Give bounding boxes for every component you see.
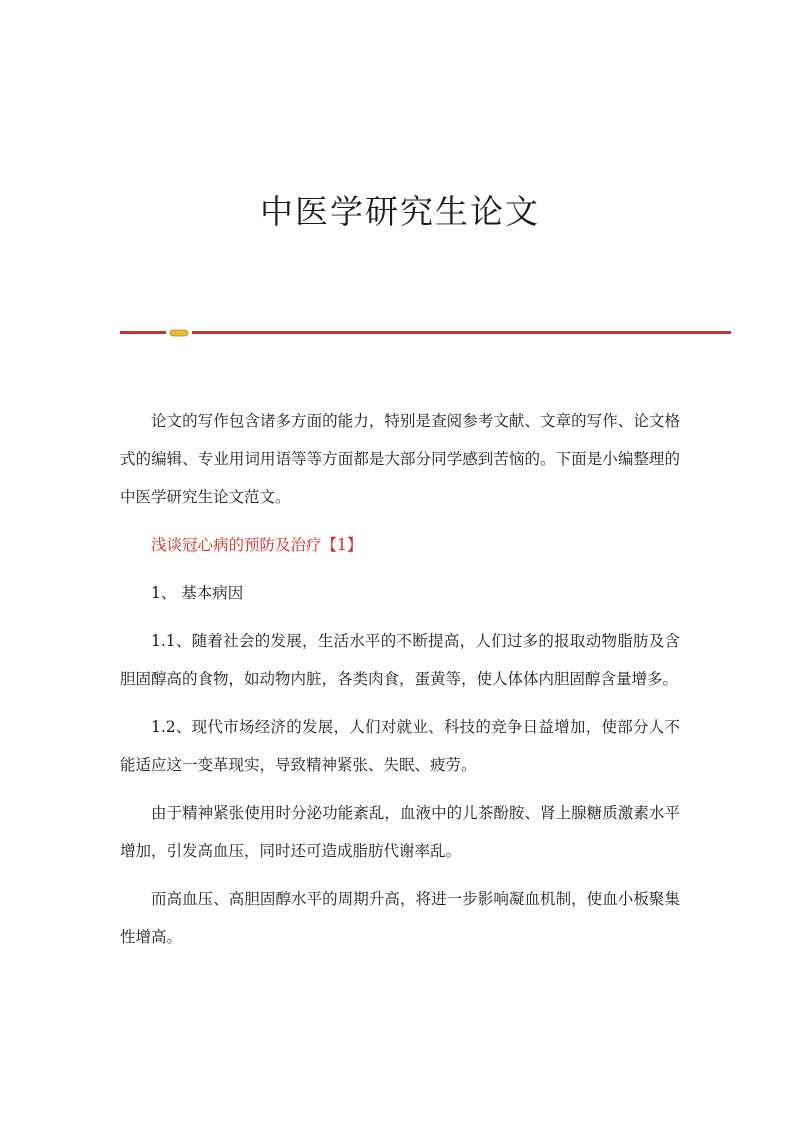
document-title: 中医学研究生论文 (260, 192, 540, 231)
divider-left-segment (120, 331, 166, 334)
paragraph-1-1: 1.1、随着社会的发展，生活水平的不断提高，人们过多的报取动物脂肪及含胆固醇高的食物，如动物内脏，各类肉食，蛋黄等，使人体体内胆固醇含量增多。 (120, 632, 680, 688)
section-heading-link[interactable]: 浅谈冠心病的预防及治疗【1】 (151, 536, 363, 554)
paragraph-1-2: 1.2、现代市场经济的发展，人们对就业、科技的竞争日益增加，使部分人不能适应这一变革现实，导致精神紧张、失眠、疲劳。 (120, 718, 680, 774)
paragraph-hypertension: 而高血压、高胆固醇水平的周期升高，将进一步影响凝血机制，使血小板聚集性增高。 (120, 890, 680, 946)
divider-right-segment (192, 331, 731, 334)
divider-ornament (170, 330, 188, 336)
intro-paragraph: 论文的写作包含诸多方面的能力，特别是查阅参考文献、文章的写作、论文格式的编辑、专业用词用语等等方面都是大部分同学感到苦恼的。下面是小编整理的中医学研究生论文范文。 (120, 412, 680, 506)
paragraph-stress-effects: 由于精神紧张使用时分泌功能紊乱，血液中的儿茶酚胺、肾上腺糖质激素水平增加，引发高血压，同时还可造成脂肪代谢率乱。 (120, 804, 680, 860)
document-body (120, 402, 680, 966)
title-divider (120, 328, 731, 338)
subheading-basic-cause: 1、 基本病因 (151, 584, 244, 602)
